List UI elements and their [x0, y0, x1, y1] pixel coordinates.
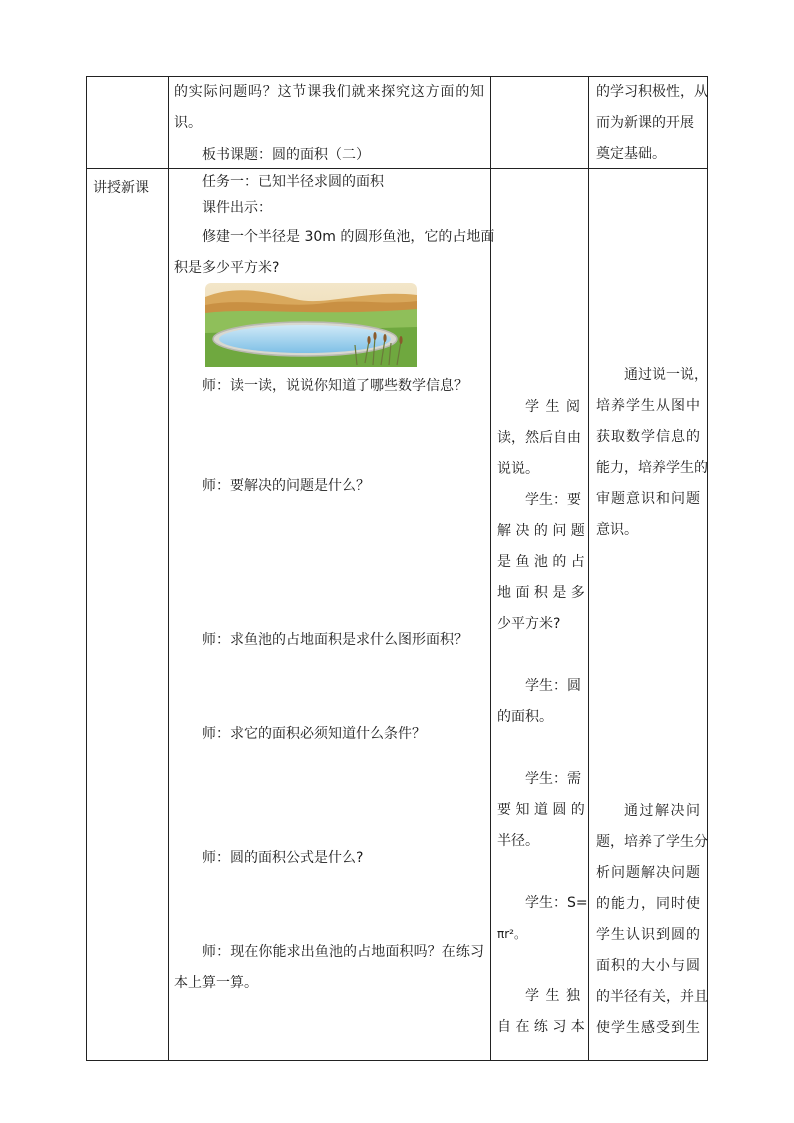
teacher-question-5: 师：圆的面积公式是什么?	[202, 850, 364, 866]
teacher-question-2: 师：要解决的问题是什么？	[202, 478, 370, 494]
teacher-question-4: 师：求它的面积必须知道什么条件？	[202, 726, 426, 742]
teacher-question-3: 师：求鱼池的占地面积是求什么图形面积？	[202, 632, 468, 648]
table-border-right	[707, 76, 708, 1061]
problem-statement: 修建一个半径是 30m 的圆形鱼池，它的占地面 积是多少平方米?	[174, 229, 495, 276]
task-title: 任务一：已知半径求圆的面积	[202, 174, 384, 190]
column-divider-3	[588, 76, 589, 1061]
table-border-left	[86, 76, 87, 1061]
teacher-question-1: 师：读一读，说说你知道了哪些数学信息？	[202, 378, 468, 394]
student-answer-1: 学 生 阅 读，然后自由 说说。	[497, 399, 581, 477]
row1-content-paragraph: 的实际问题吗？这节课我们就来探究这方面的知 识。	[174, 84, 484, 131]
student-answer-4: 学生：需 要 知 道 圆 的 半径。	[497, 771, 585, 849]
column-divider-1	[168, 76, 169, 1061]
lesson-title-line: 板书课题：圆的面积（二）	[202, 147, 370, 163]
student-answer-6: 学 生 独 自 在 练 习 本	[497, 988, 585, 1035]
row1-intent-paragraph: 的学习积极性，从 而为新课的开展 奠定基础。	[596, 84, 708, 162]
student-answer-3: 学生：圆 的面积。	[497, 678, 581, 725]
courseware-label: 课件出示：	[202, 200, 272, 216]
table-border-bottom	[86, 1060, 708, 1061]
design-intent-2: 通过解决问 题，培养了学生分 析问题解决问题 的能力，同时使 学生认识到圆的 面积的大小与圆 的半径有关，并且 使学生感受到生	[596, 803, 708, 1036]
stage-label: 讲授新课	[93, 180, 149, 196]
student-answer-2: 学生：要 解 决 的 问 题 是 鱼 池 的 占 地 面 积 是 多 少平方米?	[497, 492, 585, 632]
student-answer-5: 学生：S= πr²。	[497, 895, 588, 941]
fish-pond-illustration	[205, 283, 417, 367]
teacher-question-6: 师：现在你能求出鱼池的占地面积吗？在练习 本上算一算。	[174, 944, 484, 991]
design-intent-1: 通过说一说， 培养学生从图中 获取数学信息的 能力，培养学生的 审题意识和问题 意识。	[596, 367, 708, 538]
